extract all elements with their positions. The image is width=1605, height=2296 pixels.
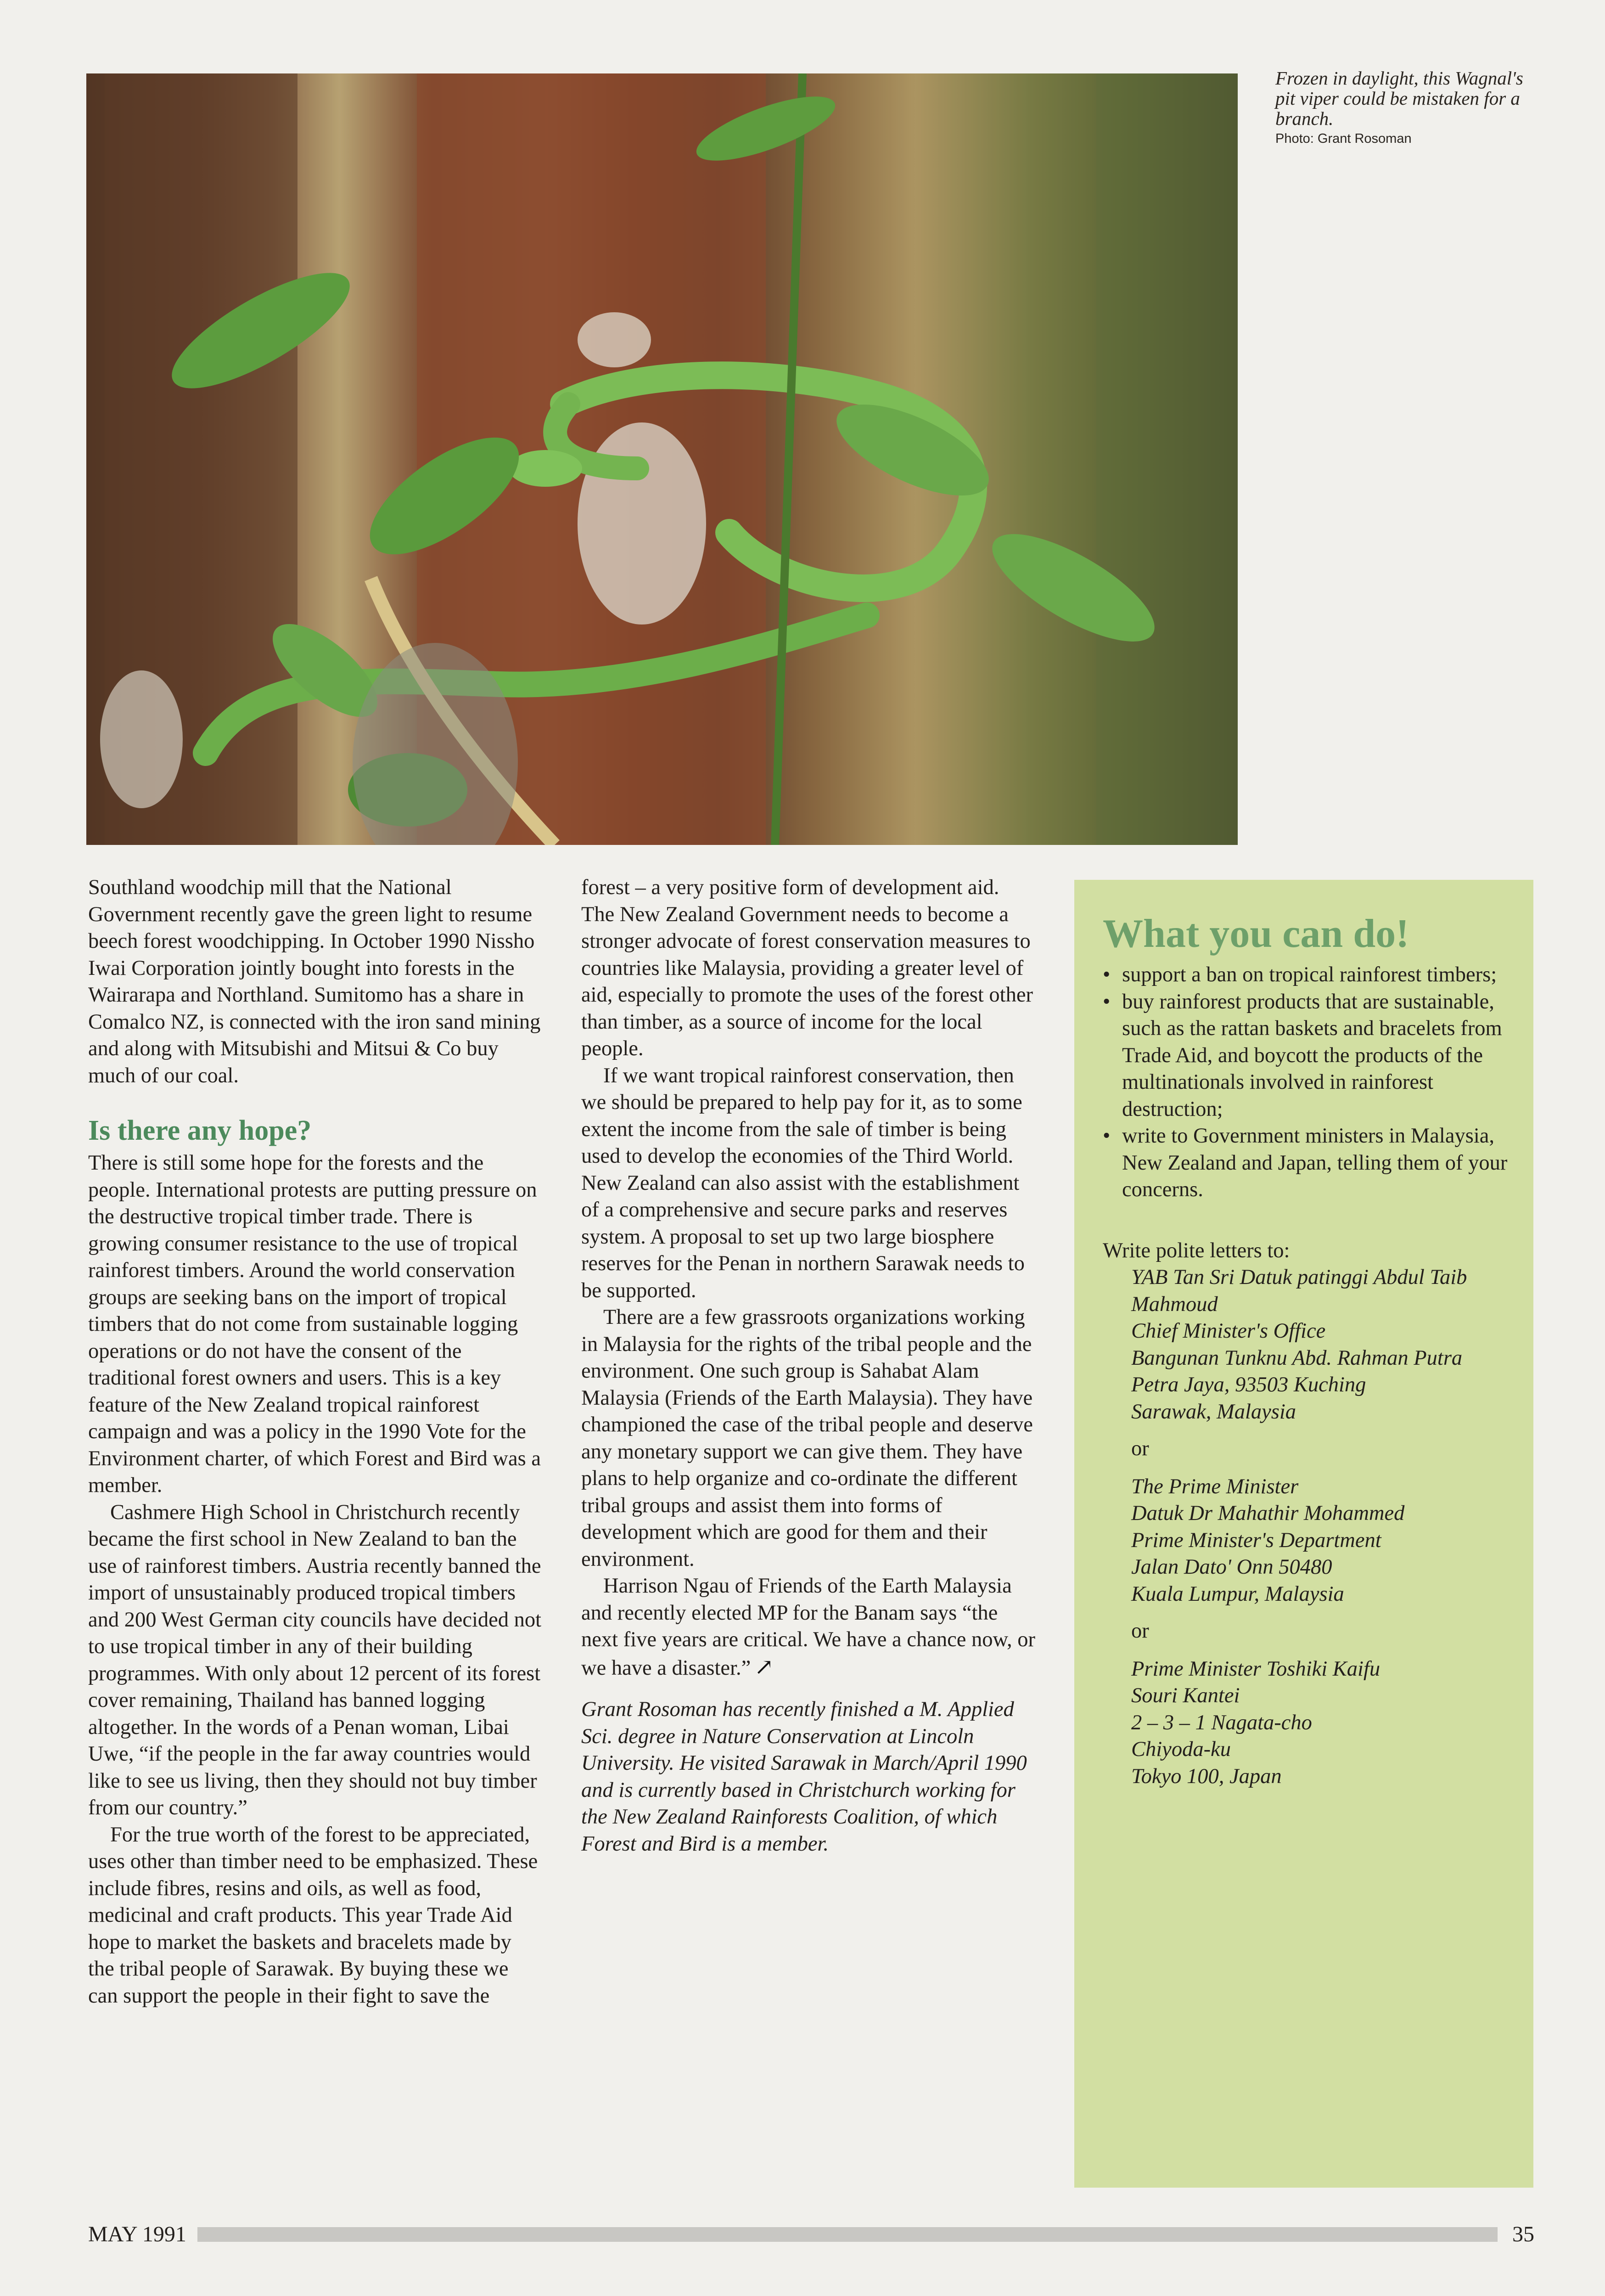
col2-paragraph-4 (581, 1573, 1036, 1682)
photo-credit: Photo: Grant Rosoman (1275, 131, 1412, 146)
bullet-icon: • (1103, 990, 1111, 1013)
bullet-icon: • (1103, 1124, 1111, 1148)
page-number: 35 (1512, 2222, 1534, 2246)
address-line: Chief Minister's Office (1131, 1319, 1326, 1343)
or-separator: or (1131, 1619, 1149, 1643)
write-intro-text: Write polite letters to: (1103, 1238, 1290, 1262)
address-block-sarawak (1103, 1264, 1515, 1425)
bullet-icon: • (1103, 963, 1111, 986)
address-block-japan (1103, 1656, 1515, 1790)
article-column-2 (581, 874, 1036, 1857)
page-footer (88, 2220, 1534, 2249)
or-separator: or (1131, 1437, 1149, 1460)
viper-photo (86, 73, 1238, 845)
photo-caption (1275, 68, 1532, 148)
list-item-text: support a ban on tropical rainforest timbers; (1122, 963, 1497, 986)
action-box (1074, 880, 1533, 2188)
bird-icon: ↗ (754, 1654, 774, 1680)
col1-paragraph-2: There is still some hope for the forests and the people. International protests are putting pressure on the destructive tropical timber trade. There is growing consumer resistance to the use of tropical rainforest timbers. Around the world conservation groups are seeking bans on the import of tropical timbers that do not come from sustainable logging operations or do not have the consent of the traditional forest owners and users. This is a key feature of the New Zealand tropical rainforest campaign and was a policy in the 1990 Vote for the Environment charter, of which Forest and Bird was a member. (88, 1151, 541, 1497)
address-line: The Prime Minister (1131, 1474, 1299, 1498)
list-item-text: write to Government ministers in Malaysia, New Zealand and Japan, telling them of your concerns. (1122, 1124, 1508, 1201)
viper-illustration (86, 73, 1238, 845)
write-intro (1103, 1238, 1515, 1265)
caption-text: Frozen in daylight, this Wagnal's pit viper could be mistaken for a branch. (1275, 68, 1523, 129)
address-line: Tokyo 100, Japan (1131, 1764, 1282, 1788)
action-list (1103, 962, 1515, 1204)
col1-paragraph-1: Southland woodchip mill that the National Government recently gave the green light to resume beech forest woodchipping. In October 1990 Nissho Iwai Corporation jointly bought into forests in the Wairarapa and Northland. Sumitomo has a share in Comalco NZ, is connected with the iron sand mining and along with Mitsubishi and Mitsui & Co buy much of our coal. (88, 876, 541, 1087)
address-block-malaysia (1103, 1474, 1515, 1608)
article-column-1 (88, 874, 543, 2009)
footer-rule (197, 2227, 1498, 2242)
address-line: Datuk Dr Mahathir Mohammed (1131, 1502, 1405, 1525)
col2-paragraph-2: If we want tropical rainforest conservation, then we should be prepared to help pay for it, as to some extent the income from the sale of timber is being used to develop the economies of the Third World. New Zealand can also assist with the establishment of a comprehensive and secure parks and reserves system. A proposal to set up two large biosphere reserves for the Penan in northern Sarawak needs to be supported. (581, 1064, 1025, 1302)
action-box-title: What you can do! (1103, 912, 1409, 956)
address-line: Prime Minister's Department (1131, 1528, 1381, 1552)
address-line: YAB Tan Sri Datuk patinggi Abdul Taib Mahmoud (1131, 1266, 1467, 1316)
list-item (1103, 989, 1515, 1123)
address-line: Petra Jaya, 93503 Kuching (1131, 1373, 1366, 1396)
list-item-text: buy rainforest products that are sustainable, such as the rattan baskets and bracelets from Trade Aid, and boycott the products of the multinationals involved in rainforest destruction; (1122, 990, 1502, 1121)
col2-paragraph-3: There are a few grassroots organizations working in Malaysia for the rights of the tribal people and the environment. One such group is Sahabat Alam Malaysia (Friends of the Earth Malaysia). They have championed the case of the tribal people and deserve any monetary support we can give them. They have plans to help organize and co-ordinate the different tribal groups and assist them into forms of development which are good for them and their environment. (581, 1306, 1033, 1571)
address-line: Bangunan Tunknu Abd. Rahman Putra (1131, 1346, 1463, 1370)
col1-paragraph-4: For the true worth of the forest to be appreciated, uses other than timber need to be emphasized. These include fibres, resins and oils, as well as food, medicinal and craft products. This year Trade Aid hope to market the baskets and bracelets made by the tribal people of Sarawak. By buying these we can support the people in their fight to save the (88, 1823, 538, 2008)
col1-paragraph-3: Cashmere High School in Christchurch recently became the first school in New Zealand to ban the use of rainforest timbers. Austria recently banned the import of unsustainably produced tropical timbers and 200 West German city councils have decided not to use tropical timber in any of their building programmes. With only about 12 percent of its forest cover remaining, Thailand has banned logging altogether. In the words of a Penan woman, Libai Uwe, “if the people in the far away countries would like to see us living, then they should not buy timber from our country.” (88, 1500, 542, 1819)
list-item (1103, 1123, 1515, 1204)
address-line: Souri Kantei (1131, 1684, 1240, 1707)
address-line: Prime Minister Toshiki Kaifu (1131, 1657, 1381, 1681)
section-heading: Is there any hope? (88, 1115, 312, 1146)
address-line: Jalan Dato' Onn 50480 (1131, 1555, 1332, 1579)
col2-paragraph-1: forest – a very positive form of development aid. The New Zealand Government needs to become a stronger advocate of forest conservation measures to countries like Malaysia, providing a greater level of aid, especially to promote the uses of the forest other than timber, as a source of income for the local people. (581, 876, 1033, 1060)
author-bio: Grant Rosoman has recently finished a M. Applied Sci. degree in Nature Conservation at Lincoln University. He visited Sarawak in March/April 1990 and is currently based in Christchurch working for the New Zealand Rainforests Coalition, of which Forest and Bird is a member. (581, 1698, 1027, 1856)
issue-date: MAY 1991 (88, 2222, 186, 2246)
address-line: Sarawak, Malaysia (1131, 1400, 1296, 1424)
list-item (1103, 962, 1515, 989)
address-line: Kuala Lumpur, Malaysia (1131, 1582, 1344, 1606)
address-line: Chiyoda-ku (1131, 1738, 1231, 1761)
address-line: 2 – 3 – 1 Nagata-cho (1131, 1711, 1312, 1734)
closing-quote-text: Harrison Ngau of Friends of the Earth Malaysia and recently elected MP for the Banam says “the next five years are critical. We have a chance now, or we have a disaster.” (581, 1574, 1036, 1680)
